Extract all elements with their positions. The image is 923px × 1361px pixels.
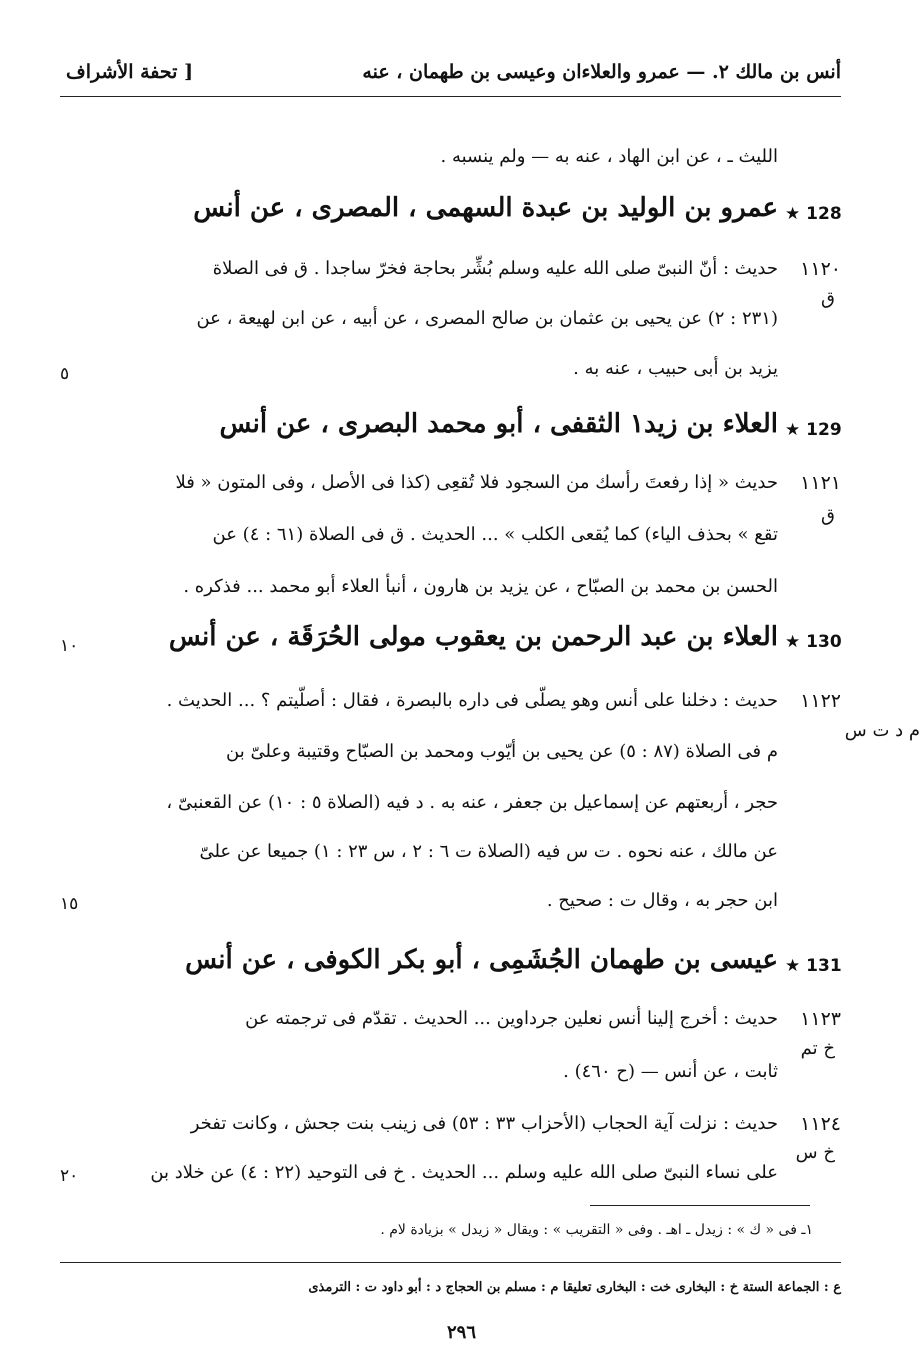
hadith-line: ثابت ، عن أنس — (ح ٤٦٠) . [563, 1061, 778, 1082]
legend-rule [60, 1262, 841, 1263]
header-book-name: [ تحفة الأشراف [66, 61, 194, 83]
entry-title: عيسى بن طهمان الجُشَمِى ، أبو بكر الكوفى ، عن أنس [185, 945, 778, 975]
footnote: ١ـ فى « ك » : زيدل ـ اهـ . وفى « التقريب » : ويقال « زيدل » بزيادة لام . [380, 1222, 813, 1238]
line-number: ٥ [60, 364, 70, 384]
hadith-line: الحسن بن محمد بن الصبّاح ، عن يزيد بن هارون ، أنبأ العلاء أبو محمد ... فذكره . [183, 576, 778, 597]
hadith-sigla: ق [821, 288, 835, 309]
hadith-line: حديث : أخرج إلينا أنس نعلين جرداوين ... الحديث . تقدّم فى ترجمته عن [245, 1008, 778, 1029]
hadith-number: ١١٢٤ [800, 1113, 841, 1135]
entry-number: ★ 131 [785, 956, 842, 976]
running-header [60, 55, 841, 95]
hadith-number: ١١٢١ [800, 472, 841, 494]
page-number: ٢٩٦ [446, 1322, 476, 1343]
hadith-sigla: ق [821, 505, 835, 526]
sigla-legend: ع : الجماعة الستة خ : البخارى خت : البخارى تعليقا م : مسلم بن الحجاج د : أبو داود ت : الترمذى [308, 1280, 841, 1295]
footnote-rule [590, 1205, 810, 1206]
hadith-number: ١١٢٣ [800, 1008, 841, 1030]
header-title: أنس بن مالك ٢. — عمرو والعلاءان وعيسى بن طهمان ، عنه [362, 61, 841, 83]
hadith-number: ١١٢٢ [800, 690, 841, 712]
line-number: ١٥ [60, 894, 79, 914]
margin-sigla-note: م د ت س [844, 720, 920, 741]
line-number: ١٠ [60, 636, 79, 656]
hadith-line: تقع » بحذف الياء) كما يُقعى الكلب » ... الحديث . ق فى الصلاة (٦١ : ٤) عن [212, 524, 778, 545]
hadith-sigla: خ س [795, 1142, 835, 1163]
header-rule [60, 96, 841, 97]
hadith-line: حجر ، أربعتهم عن إسماعيل بن جعفر ، عنه به . د فيه (الصلاة ٥ : ١٠) عن القعنبىّ ، [166, 792, 778, 813]
hadith-line: على نساء النبىّ صلى الله عليه وسلم ... الحديث . خ فى التوحيد (٢٢ : ٤) عن خلاد بن [150, 1162, 778, 1183]
hadith-line: حديث : أنّ النبىّ صلى الله عليه وسلم بُشِّر بحاجة فخرّ ساجدا . ق فى الصلاة [212, 258, 778, 279]
hadith-line: يزيد بن أبى حبيب ، عنه به . [573, 358, 778, 379]
entry-title: العلاء بن زيد١ الثقفى ، أبو محمد البصرى ، عن أنس [219, 409, 778, 439]
hadith-line: (٢٣١ : ٢) عن يحيى بن عثمان بن صالح المصرى ، عن أبيه ، عن ابن لهيعة ، عن [196, 308, 778, 329]
entry-title: العلاء بن عبد الرحمن بن يعقوب مولى الحُرَقَة ، عن أنس [168, 622, 778, 652]
entry-number: ★ 128 [785, 204, 842, 224]
hadith-line: حديث « إذا رفعتَ رأسك من السجود فلا تُقعِى (كذا فى الأصل ، وفى المتون « فلا [175, 472, 778, 493]
hadith-number: ١١٢٠ [800, 258, 841, 280]
hadith-line: عن مالك ، عنه نحوه . ت س فيه (الصلاة ت ٦ : ٢ ، س ٢٣ : ١) جميعا عن علىّ [199, 841, 778, 862]
line-number: ٢٠ [60, 1166, 79, 1186]
entry-number: ★ 129 [785, 420, 842, 440]
hadith-line: حديث : دخلنا على أنس وهو يصلّى فى داره بالبصرة ، فقال : أصلّيتم ؟ ... الحديث . [166, 690, 778, 711]
hadith-line: حديث : نزلت آية الحجاب (الأحزاب ٣٣ : ٥٣) فى زينب بنت جحش ، وكانت تفخر [190, 1113, 778, 1134]
hadith-sigla: خ تم [800, 1038, 835, 1059]
hadith-line: ابن حجر به ، وقال ت : صحيح . [546, 890, 778, 911]
entry-title: عمرو بن الوليد بن عبدة السهمى ، المصرى ، عن أنس [193, 193, 778, 223]
entry-number: ★ 130 [785, 632, 842, 652]
hadith-line: م فى الصلاة (٨٧ : ٥) عن يحيى بن أيّوب ومحمد بن الصبّاح وقتيبة وعلىّ بن [226, 741, 778, 762]
intro-line: الليث ـ ، عن ابن الهاد ، عنه به — ولم ينسبه . [440, 146, 778, 167]
